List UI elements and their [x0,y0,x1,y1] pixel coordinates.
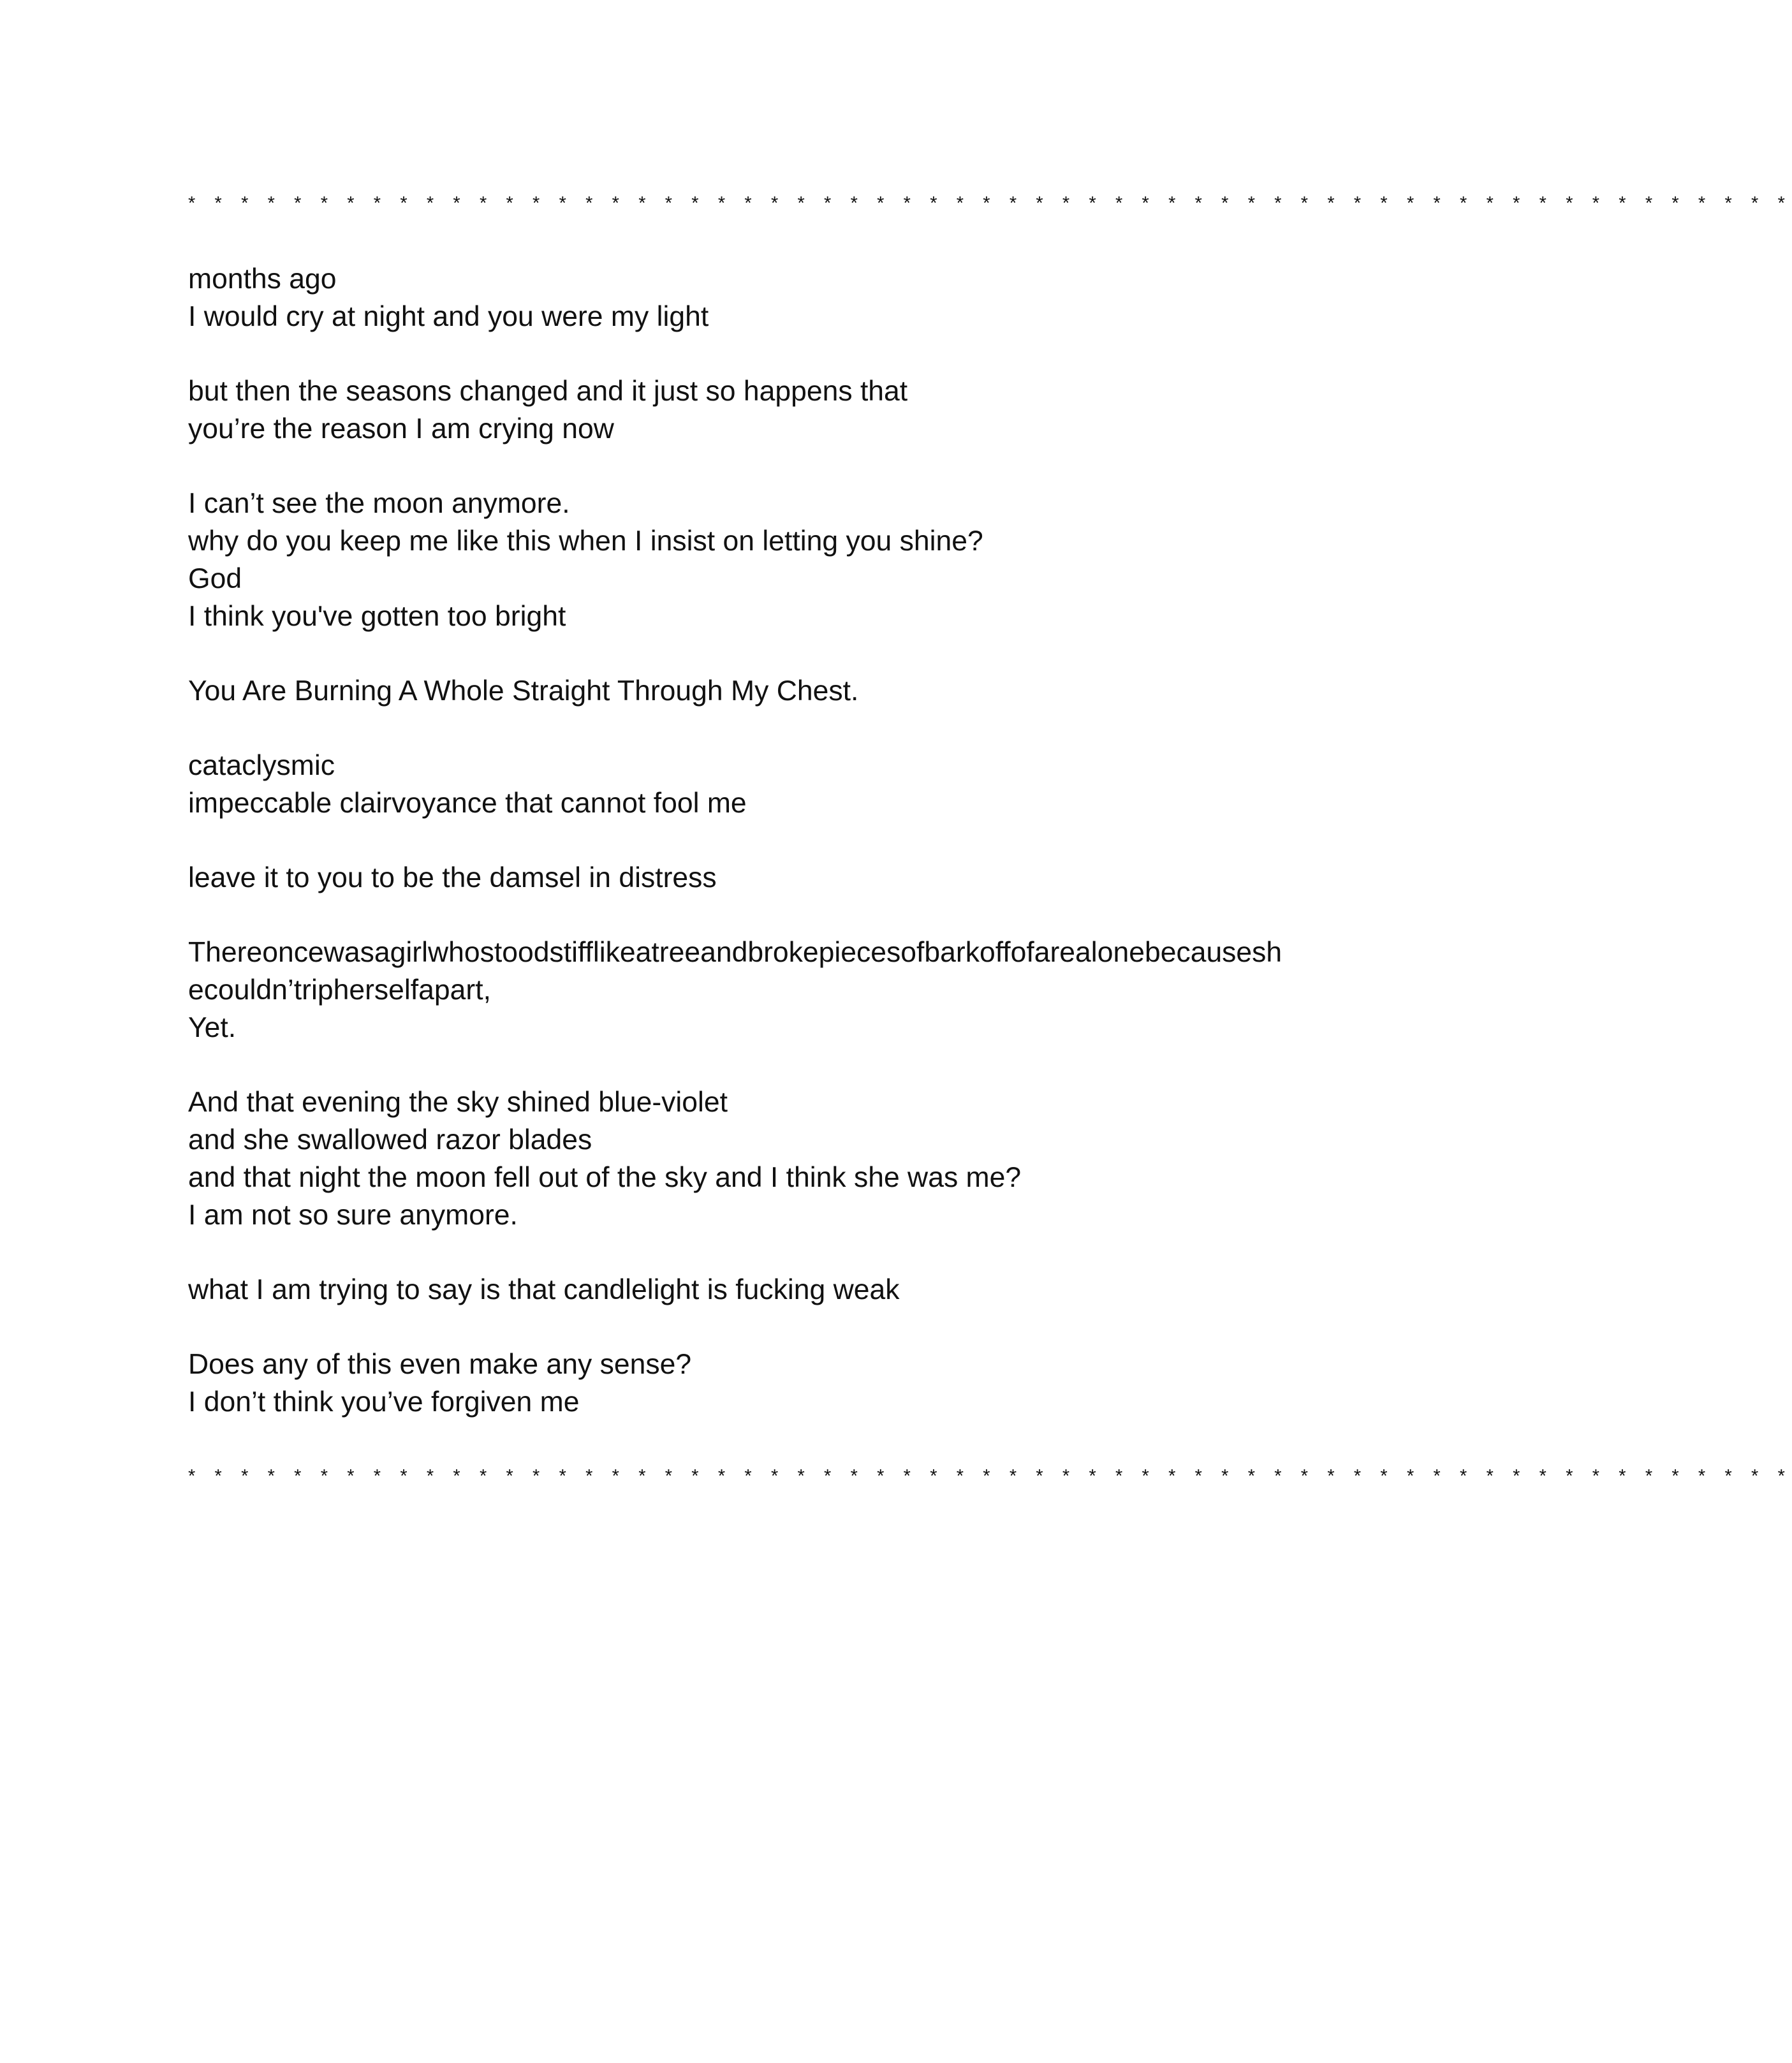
poem-line: Thereoncewasagirlwhostoodstifflikeatreeandbrokepiecesofbarkoffofarealonebecausesh [188,937,1282,968]
poem-line: I can’t see the moon anymore. [188,488,570,519]
stanza-4 [188,672,1400,710]
stanza-9 [188,1271,1400,1309]
poem-line: I am not so sure anymore. [188,1200,518,1231]
poem-line: You Are Burning A Whole Straight Through My Chest. [188,675,859,707]
poem-line: I think you've gotten too bright [188,601,566,632]
poem-line: leave it to you to be the damsel in distress [188,862,717,893]
stanza-10 [188,1346,1400,1421]
stanza-7 [188,934,1400,1046]
poem-line: you’re the reason I am crying now [188,413,614,444]
stanza-5 [188,747,1400,822]
poem-line: ecouldn’tripherselfapart, [188,974,491,1006]
poem-line: Yet. [188,1012,237,1043]
stanza-8 [188,1083,1400,1234]
poem-line: months ago [188,263,337,295]
poem-line: what I am trying to say is that candlelight is fucking weak [188,1274,900,1305]
poem-line: God [188,563,242,594]
poem-line: why do you keep me like this when I insist on letting you shine? [188,525,983,557]
separator-bottom: * * * * * * * * * * * * * * * * * * * * * * * * * * * * * * * * * * * * * * * * * * * * * * * * * * * * * * * * * * * * * [188,1466,1792,1487]
poem-line: and she swallowed razor blades [188,1124,592,1156]
separator-top: * * * * * * * * * * * * * * * * * * * * * * * * * * * * * * * * * * * * * * * * * * * * * * * * * * * * * * * * * * * * * [188,193,1792,214]
poem-body [188,185,1792,1495]
poem-line: And that evening the sky shined blue-violet [188,1087,728,1118]
poem-line: and that night the moon fell out of the sky and I think she was me? [188,1162,1022,1193]
stanza-3 [188,485,1400,635]
poem-line: Does any of this even make any sense? [188,1349,692,1380]
poem-line: I don’t think you’ve forgiven me [188,1386,580,1418]
stanza-2 [188,372,1400,448]
poem-line: but then the seasons changed and it just so happens that [188,376,908,407]
poem-line: I would cry at night and you were my light [188,301,709,332]
poem-line: impeccable clairvoyance that cannot fool me [188,788,747,819]
stanza-1 [188,260,1400,335]
stanza-6 [188,859,1400,897]
poem-line: cataclysmic [188,750,335,781]
